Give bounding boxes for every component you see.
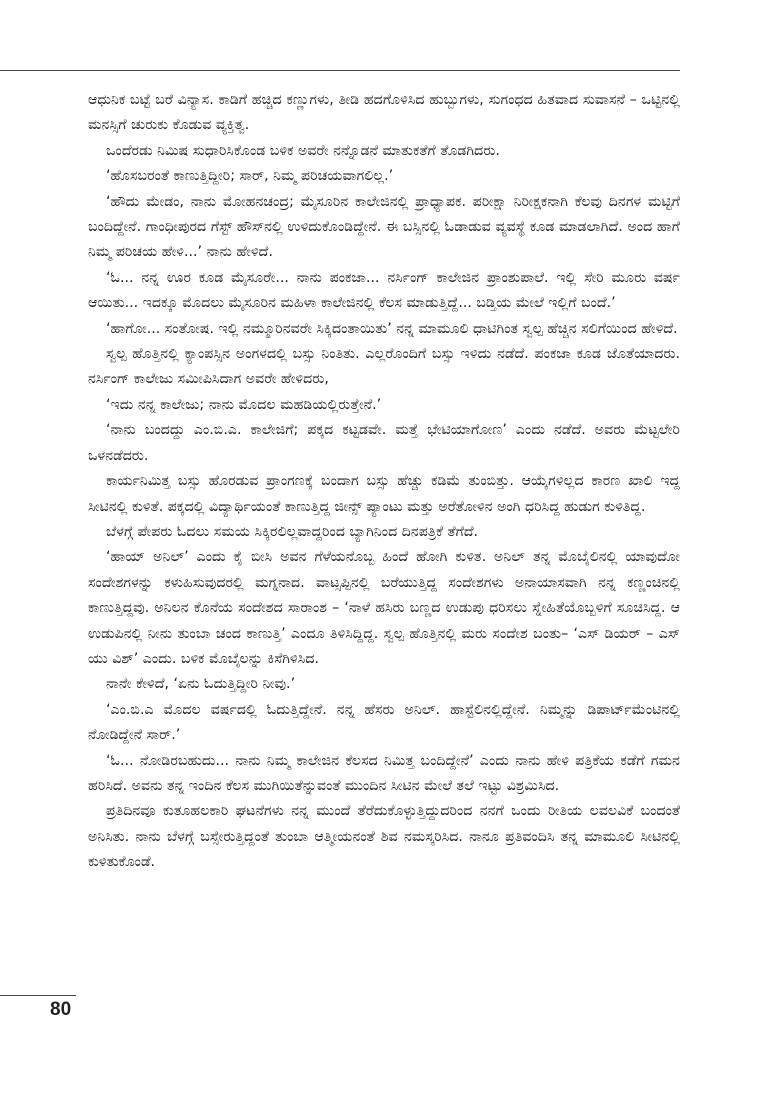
paragraph: ಪ್ರತಿದಿನವೂ ಕುತೂಹಲಕಾರಿ ಘಟನೆಗಳು ನನ್ನ ಮುಂದೆ ತೆರೆದುಕೊಳ್ಳುತ್ತಿದ್ದುದರಿಂದ ನನಗೆ ಒಂದು ರೀತಿಯ ಲವಲವಿಕೆ ಬಂದಂತೆ ಅನಿಸಿತು. ನಾನು ಬೆಳಗ್ಗೆ ಬಸ್ಸೇರುತ್ತಿದ್ದಂತೆ ತುಂಬಾ ಆತ್ಮೀಯನಂತೆ ಶಿವ ನಮಸ್ಕರಿಸಿದ. ನಾನೂ ಪ್ರತಿವಂದಿಸಿ ತನ್ನ ಮಾಮೂಲಿ ಸೀಟಿನಲ್ಲಿ ಕುಳಿತುಕೊಂಡೆ. <box>88 803 680 871</box>
footer-rule <box>0 995 76 996</box>
page-number: 80 <box>50 999 72 1020</box>
paragraph: ಆಧುನಿಕ ಬಟ್ಟೆ ಬರೆ ವಿನ್ಯಾಸ. ಕಾಡಿಗೆ ಹಚ್ಚಿದ ಕಣ್ಣುಗಳು, ತೀಡಿ ಹದಗೊಳಿಸಿದ ಹುಬ್ಬುಗಳು, ಸುಗಂಧದ ಹಿತವಾದ ಸುವಾಸನೆ – ಒಟ್ಟಿನಲ್ಲಿ ಮನಸ್ಸಿಗೆ ಚುರುಕು ಕೊಡುವ ವ್ಯಕ್ತಿತ್ವ. <box>88 92 680 134</box>
paragraph: ಬೆಳಗ್ಗೆ ಪೇಪರು ಓದಲು ಸಮಯ ಸಿಕ್ಕಿರಲಿಲ್ಲವಾದ್ದರಿಂದ ಬ್ಯಾಗಿನಿಂದ ದಿನಪತ್ರಿಕೆ ತೆಗೆದೆ. <box>106 523 479 540</box>
header-rule <box>0 70 680 71</box>
paragraph: ಒಂದೆರಡು ನಿಮಿಷ ಸುಧಾರಿಸಿಕೊಂಡ ಬಳಿಕ ಅವರೇ ನನ್ನೊಡನೆ ಮಾತುಕತೆಗೆ ತೊಡಗಿದರು. <box>106 142 500 159</box>
paragraph: ಕಾರ್ಯನಿಮಿತ್ತ ಬಸ್ಸು ಹೊರಡುವ ಪ್ರಾಂಗಣಕ್ಕೆ ಬಂದಾಗ ಬಸ್ಸು ಹೆಚ್ಚು ಕಡಿಮೆ ತುಂಬಿತ್ತು. ಆಯ್ಕೆಗಳಿಲ್ಲದ ಕಾರಣ ಖಾಲಿ ಇದ್ದ ಸೀಟಿನಲ್ಲಿ ಕುಳಿತೆ. ಪಕ್ಕದಲ್ಲಿ ವಿದ್ಯಾರ್ಥಿಯಂತೆ ಕಾಣುತ್ತಿದ್ದ ಜೀನ್ಸ್ ಪ್ಯಾಂಟು ಮತ್ತು ಅರೆತೋಳಿನ ಅಂಗಿ ಧರಿಸಿದ್ದ ಹುಡುಗ ಕುಳಿತಿದ್ದ. <box>88 473 680 515</box>
paragraph: ‘ಓ... ನನ್ನ ಊರ ಕೂಡ ಮೈಸೂರೇ... ನಾನು ಪಂಕಜಾ... ನರ್ಸಿಂಗ್ ಕಾಲೇಜಿನ ಪ್ರಾಂಶುಪಾಲೆ. ಇಲ್ಲಿ ಸೇರಿ ಮೂರು ವರ್ಷ ಆಯಿತು... ಇದಕ್ಕೂ ಮೊದಲು ಮೈಸೂರಿನ ಮಹಿಳಾ ಕಾಲೇಜಿನಲ್ಲಿ ಕೆಲಸ ಮಾಡುತ್ತಿದ್ದೆ... ಬಡ್ತಿಯ ಮೇಲೆ ಇಲ್ಲಿಗೆ ಬಂದೆ.’ <box>88 269 680 312</box>
paragraph: ‘ಹಾಗೋ... ಸಂತೋಷ. ಇಲ್ಲಿ ನಮ್ಮೂರಿನವರೇ ಸಿಕ್ಕಿದಂತಾಯಿತು’ ನನ್ನ ಮಾಮೂಲಿ ಧಾಟಿಗಿಂತ ಸ್ವಲ್ಪ ಹೆಚ್ಚಿನ ಸಲಿಗೆಯಿಂದ ಹೇಳಿದೆ. <box>106 320 678 337</box>
paragraph: ‘ಎಂ.ಬಿ.ಎ ಮೊದಲ ವರ್ಷದಲ್ಲಿ ಓದುತ್ತಿದ್ದೇನೆ. ನನ್ನ ಹೆಸರು ಅನಿಲ್. ಹಾಸ್ಟೆಲಿನಲ್ಲಿದ್ದೇನೆ. ನಿಮ್ಮನ್ನು ಡಿಪಾರ್ಟ್‌ಮೆಂಟಿನಲ್ಲಿ ನೋಡಿದ್ದೇನೆ ಸಾರ್.’ <box>88 701 680 744</box>
paragraph: ಸ್ವಲ್ಪ ಹೊತ್ತಿನಲ್ಲಿ ಕ್ಯಾಂಪಸ್ಸಿನ ಅಂಗಳದಲ್ಲಿ ಬಸ್ಸು ನಿಂತಿತು. ಎಲ್ಲರೊಂದಿಗೆ ಬಸ್ಸು ಇಳಿದು ನಡೆದೆ. ಪಂಕಜಾ ಕೂಡ ಜೊತೆಯಾದರು. ನರ್ಸಿಂಗ್ ಕಾಲೇಜು ಸಮೀಪಿಸಿದಾಗ ಅವರೇ ಹೇಳಿದರು, <box>88 346 680 388</box>
paragraph: ‘ನಾನು ಬಂದದ್ದು ಎಂ.ಬಿ.ಎ. ಕಾಲೇಜಿಗೆ; ಪಕ್ಕದ ಕಟ್ಟಡವೇ. ಮತ್ತೆ ಭೇಟಿಯಾಗೋಣ’ ಎಂದು ನಡೆದೆ. ಅವರು ಮೆಟ್ಟಲೇರಿ ಒಳನಡೆದರು. <box>88 422 680 464</box>
paragraph: ‘ಹಾಯ್ ಅನಿಲ್’ ಎಂದು ಕೈ ಬೀಸಿ ಅವನ ಗೆಳೆಯನೊಬ್ಬ ಹಿಂದೆ ಹೋಗಿ ಕುಳಿತ. ಅನಿಲ್ ತನ್ನ ಮೊಬೈಲಿನಲ್ಲಿ ಯಾವುದೋ ಸಂದೇಶಗಳನ್ನು ಕಳುಹಿಸುವುದರಲ್ಲಿ ಮಗ್ನನಾದ. ವಾಟ್ಸಪ್ಪಿನಲ್ಲಿ ಬರೆಯುತ್ತಿದ್ದ ಸಂದೇಶಗಳು ಅನಾಯಾಸವಾಗಿ ನನ್ನ ಕಣ್ಣಂಚಿನಲ್ಲಿ ಕಾಣುತ್ತಿದ್ದವು. ಅನಿಲನ ಕೊನೆಯ ಸಂದೇಶದ ಸಾರಾಂಶ – ‘ನಾಳೆ ಹಸಿರು ಬಣ್ಣದ ಉಡುಪು ಧರಿಸಲು ಸ್ನೇಹಿತೆಯೊಬ್ಬಳಿಗೆ ಸೂಚಿಸಿದ್ದ. ಆ ಉಡುಪಿನಲ್ಲಿ ನೀನು ತುಂಬಾ ಚಂದ ಕಾಣುತ್ತಿ’ ಎಂದೂ ತಿಳಿಸಿದ್ದಿದ್ದ. ಸ್ವಲ್ಪ ಹೊತ್ತಿನಲ್ಲಿ ಮರು ಸಂದೇಶ ಬಂತು– ‘ಎಸ್ ಡಿಯರ್ – ಎಸ್ ಯು ವಿಶ್’ ಎಂದು. ಬಳಿಕ ಮೊಬೈಲನ್ನು ಕಿಸೆಗಿಳಿಸಿದ. <box>88 549 680 667</box>
paragraph: ‘ಇದು ನನ್ನ ಕಾಲೇಜು; ನಾನು ಮೊದಲ ಮಹಡಿಯಲ್ಲಿರುತ್ತೇನೆ.’ <box>106 396 382 413</box>
body-text <box>88 88 680 876</box>
paragraph: ‘ಹೊಸಬರಂತೆ ಕಾಣುತ್ತಿದ್ದೀರಿ; ಸಾರ್, ನಿಮ್ಮ ಪರಿಚಯವಾಗಲಿಲ್ಲ.’ <box>106 168 394 185</box>
paragraph: ನಾನೇ ಕೇಳಿದೆ, ‘ಏನು ಓದುತ್ತಿದ್ದೀರಿ ನೀವು.’ <box>106 676 296 693</box>
paragraph: ‘ಹೌದು ಮೇಡಂ, ನಾನು ಮೋಹನಚಂದ್ರ; ಮೈಸೂರಿನ ಕಾಲೇಜಿನಲ್ಲಿ ಪ್ರಾಧ್ಯಾಪಕ. ಪರೀಕ್ಷಾ ನಿರೀಕ್ಷಕನಾಗಿ ಕೆಲವು ದಿನಗಳ ಮಟ್ಟಿಗೆ ಬಂದಿದ್ದೇನೆ. ಗಾಂಧೀಪುರದ ಗೆಸ್ಟ್ ಹೌಸ್‌ನಲ್ಲಿ ಉಳಿದುಕೊಂಡಿದ್ದೇನೆ. ಈ ಬಸ್ಸಿನಲ್ಲಿ ಓಡಾಡುವ ವ್ಯವಸ್ಥೆ ಕೂಡ ಮಾಡಲಾಗಿದೆ. ಅಂದ ಹಾಗೆ ನಿಮ್ಮ ಪರಿಚಯ ಹೇಳಿ...’ ನಾನು ಹೇಳಿದೆ. <box>88 193 680 261</box>
paragraph: ‘ಓ... ನೋಡಿರಬಹುದು... ನಾನು ನಿಮ್ಮ ಕಾಲೇಜಿನ ಕೆಲಸದ ನಿಮಿತ್ತ ಬಂದಿದ್ದೇನೆ’ ಎಂದು ನಾನು ಹೇಳಿ ಪತ್ರಿಕೆಯ ಕಡೆಗೆ ಗಮನ ಹರಿಸಿದೆ. ಅವನು ತನ್ನ ಇಂದಿನ ಕೆಲಸ ಮುಗಿಯಿತೆನ್ನುವಂತೆ ಮುಂದಿನ ಸೀಟಿನ ಮೇಲೆ ತಲೆ ಇಟ್ಟು ವಿಶ್ರಮಿಸಿದ. <box>88 752 680 794</box>
